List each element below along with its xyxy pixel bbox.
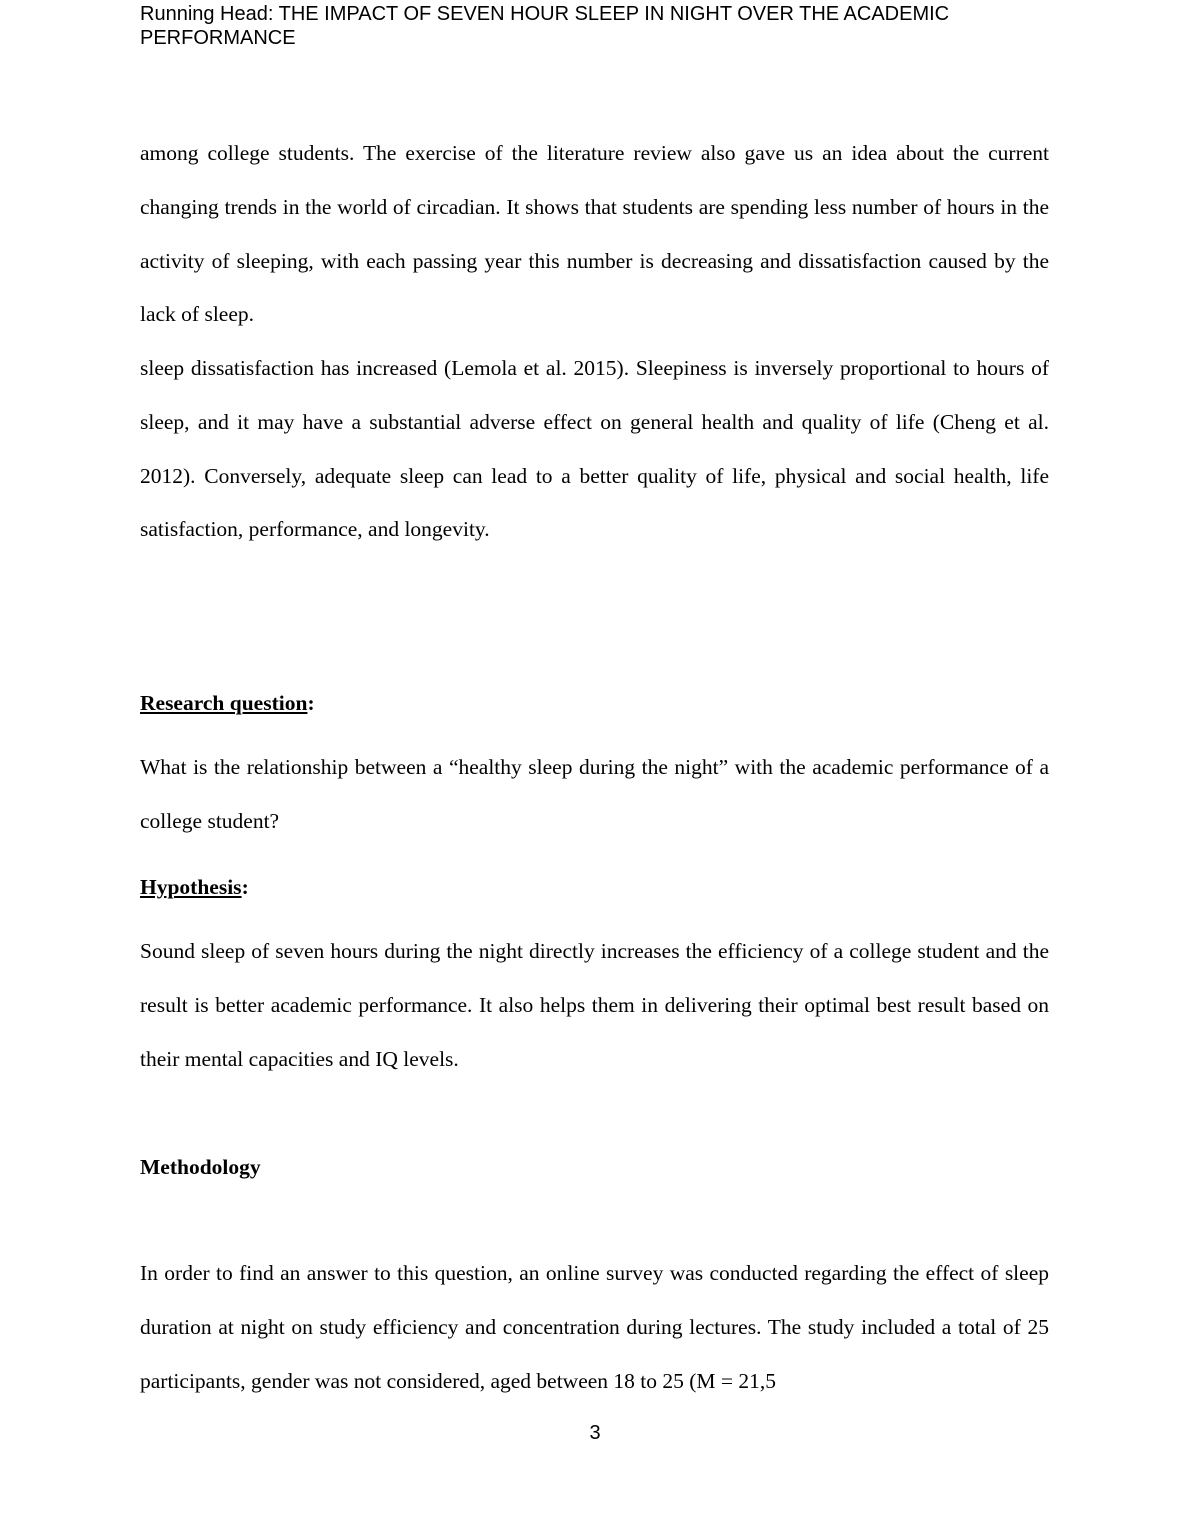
research-question-heading: Research question: (140, 691, 315, 715)
research-question-text: What is the relationship between a “healthy sleep during the night” with the academic performance of a college student? (140, 755, 1049, 833)
running-head: Running Head: THE IMPACT OF SEVEN HOUR SLEEP IN NIGHT OVER THE ACADEMIC PERFORMANCE (140, 3, 950, 49)
hypothesis-text: Sound sleep of seven hours during the night directly increases the efficiency of a college student and the result is better academic performance. It also helps them in delivering their optimal best result based on their mental capacities and IQ levels. (140, 939, 1049, 1071)
page-number: 3 (589, 1422, 601, 1444)
methodology-text: In order to find an answer to this question, an online survey was conducted regarding the effect of sleep duration at night on study efficiency and concentration during lectures. The study included a total of 25 participants, gender was not considered, aged between 18 to 25 (M = 21,5 (140, 1261, 1049, 1393)
research-question-heading-label: Research question (140, 691, 308, 715)
paragraph-sleep-dissatisfaction: sleep dissatisfaction has increased (Lemola et al. 2015). Sleepiness is inversely proportional to hours of sleep, and it may have a substantial adverse effect on general health and quality of life (Cheng et al. 2012). Conversely, adequate sleep can lead to a better quality of life, physical and social health, life satisfaction, performance, and longevity. (140, 356, 1049, 542)
methodology-heading: Methodology (140, 1155, 261, 1179)
hypothesis-heading: Hypothesis: (140, 875, 249, 899)
paragraph-literature-review: among college students. The exercise of the literature review also gave us an idea about the current changing trends in the world of circadian. It shows that students are spending less number of hours in the activity of sleeping, with each passing year this number is decreasing and dissatisfaction caused by the lack of sleep. (140, 141, 1049, 327)
hypothesis-heading-label: Hypothesis (140, 875, 242, 899)
